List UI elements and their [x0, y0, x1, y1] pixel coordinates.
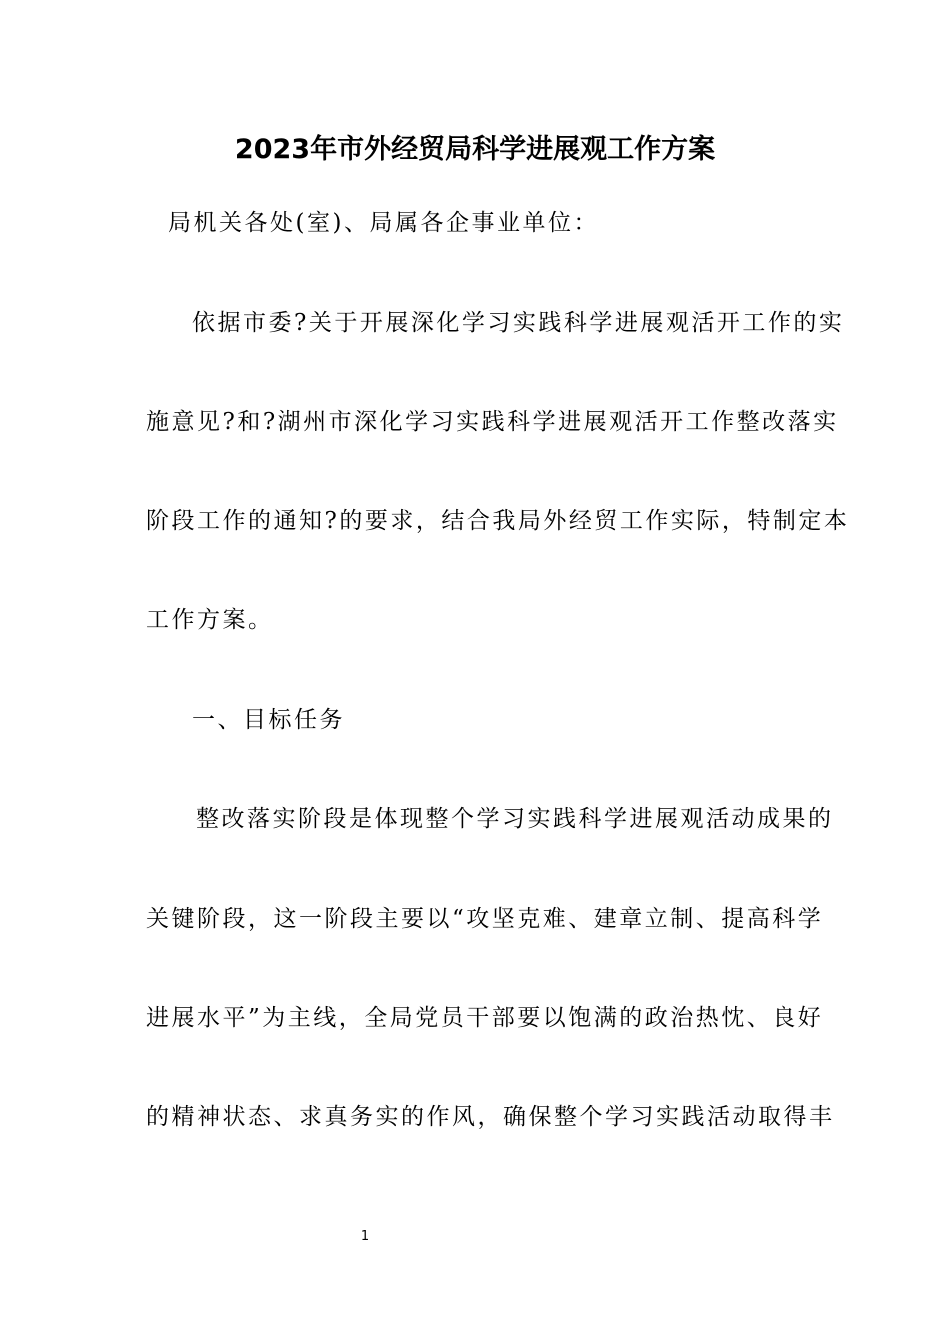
salutation: 局机关各处(室)、局属各企事业单位： — [168, 210, 599, 236]
paragraph-line: 进展水平”为主线，全局党员干部要以饱满的政治热忱、良好 — [146, 1005, 824, 1031]
paragraph-line: 的精神状态、求真务实的作风，确保整个学习实践活动取得丰 — [146, 1104, 835, 1130]
document-title: 2023年市外经贸局科学进展观工作方案 — [234, 134, 716, 165]
paragraph-line: 阶段工作的通知?的要求，结合我局外经贸工作实际，特制定本 — [146, 508, 850, 534]
paragraph-line: 关键阶段，这一阶段主要以“攻坚克难、建章立制、提高科学 — [146, 906, 824, 932]
paragraph-line: 工作方案。 — [146, 607, 274, 633]
paragraph-line: 整改落实阶段是体现整个学习实践科学进展观活动成果的 — [196, 806, 834, 832]
page-number: 1 — [360, 1229, 370, 1244]
paragraph-line: 依据市委?关于开展深化学习实践科学进展观活开工作的实 — [192, 310, 845, 336]
paragraph-line: 施意见?和?湖州市深化学习实践科学进展观活开工作整改落实 — [146, 409, 839, 435]
section-heading: 一、目标任务 — [192, 707, 345, 733]
